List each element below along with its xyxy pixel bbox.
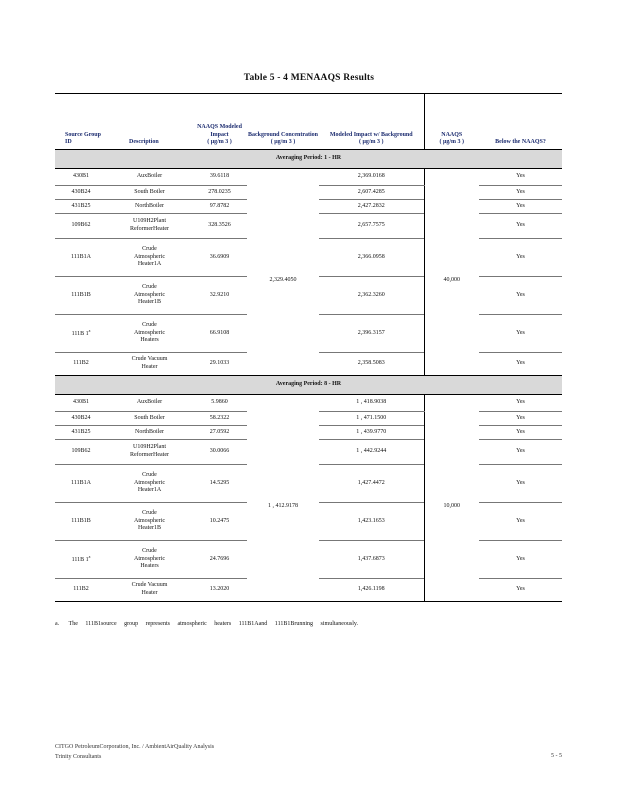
modeled-impact: 66.9108	[192, 315, 247, 353]
description-line: AuxBoiler	[136, 173, 163, 180]
footnote-marker: a.	[55, 621, 60, 627]
description-line: Atmospheric	[134, 517, 165, 524]
below-naaqs: Yes	[479, 315, 562, 353]
header-modeled-impact: NAAQS Modeled Impact ( μg/m 3 )	[197, 124, 242, 145]
source-id-text: 111B1B	[71, 291, 91, 298]
below-naaqs: Yes	[479, 353, 562, 376]
averaging-period-band	[55, 376, 562, 395]
below-naaqs: Yes	[479, 239, 562, 277]
modeled-impact: 30.0066	[192, 440, 247, 465]
source-group-id	[55, 186, 107, 200]
description-line: NorthBoiler	[135, 428, 164, 435]
source-group-id	[55, 440, 107, 465]
modeled-with-background: 1 , 471.1500	[319, 412, 424, 426]
modeled-with-background: 2,358.5083	[319, 353, 424, 376]
source-id-text: 430B1	[72, 173, 89, 180]
modeled-impact: 14.5295	[192, 465, 247, 503]
description-line: Heater	[141, 590, 158, 596]
modeled-with-background: 1 , 418.9038	[319, 395, 424, 412]
table-row	[55, 395, 562, 412]
results-body	[55, 150, 562, 602]
below-naaqs: Yes	[479, 277, 562, 315]
source-group-id	[55, 214, 107, 239]
below-naaqs: Yes	[479, 395, 562, 412]
below-naaqs: Yes	[479, 465, 562, 503]
description	[107, 186, 192, 200]
below-naaqs: Yes	[479, 579, 562, 602]
source-group-id	[55, 426, 107, 440]
description	[107, 440, 192, 465]
source-id-text: 430B24	[71, 188, 91, 195]
modeled-impact: 29.1033	[192, 353, 247, 376]
source-group-id	[55, 465, 107, 503]
description-line: Heater1A	[137, 487, 162, 494]
description-line: Heater1B	[138, 299, 161, 306]
description	[107, 315, 192, 353]
source-id-text: 431B25	[71, 202, 91, 209]
description-line: AuxBoiler	[136, 399, 163, 406]
source-group-id	[55, 239, 107, 277]
table-title: Table 5 - 4 MENAAQS Results	[243, 73, 375, 83]
source-id-text: 111B 1	[71, 556, 89, 563]
naaqs-value: 40,000	[424, 169, 479, 376]
modeled-with-background: 2,366.0958	[319, 239, 424, 277]
source-group-id	[55, 277, 107, 315]
modeled-with-background: 2,657.7575	[319, 214, 424, 239]
description-line: Crude	[142, 471, 157, 478]
description	[107, 200, 192, 214]
footer-line-2: Trinity Consultants	[55, 753, 102, 760]
description-line: South Boiler	[134, 414, 165, 421]
description-line: NorthBoiler	[135, 202, 164, 209]
header-source: Source Group ID	[65, 131, 101, 145]
source-group-id	[55, 579, 107, 602]
description	[107, 277, 192, 315]
footnote-ref: a	[88, 553, 91, 559]
description	[107, 395, 192, 412]
description-line: ReformerHeater	[130, 452, 169, 458]
modeled-with-background: 1,427.4472	[319, 465, 424, 503]
below-naaqs: Yes	[479, 541, 562, 579]
source-group-id	[55, 315, 107, 353]
description-line: Crude Vacuum	[131, 356, 168, 363]
description-line: Crude	[142, 547, 157, 554]
description	[107, 412, 192, 426]
below-naaqs: Yes	[479, 426, 562, 440]
source-id-text: 111B1A	[71, 479, 91, 486]
modeled-impact: 27.0592	[192, 426, 247, 440]
header-with-background: Modeled Impact w/ Background ( μg/m 3 )	[329, 131, 413, 145]
modeled-with-background: 1,423.1653	[319, 503, 424, 541]
description-line: Atmospheric	[134, 555, 165, 562]
description-line: U109H2Plant	[133, 444, 166, 451]
below-naaqs: Yes	[479, 440, 562, 465]
header-row	[55, 94, 562, 150]
source-group-id	[55, 503, 107, 541]
table-row	[55, 169, 562, 186]
below-naaqs: Yes	[479, 503, 562, 541]
footnote-text: The 111B1source group represents atmospheric heaters 111B1Aand 111B1Brunning simultaneously.	[68, 621, 358, 627]
background-concentration: 1 , 412.9178	[247, 395, 319, 602]
below-naaqs: Yes	[479, 186, 562, 200]
source-id-text: 430B1	[72, 399, 89, 406]
description-line: South Boiler	[134, 188, 165, 195]
below-naaqs: Yes	[479, 412, 562, 426]
source-id-text: 111B1B	[71, 517, 91, 524]
description-line: Atmospheric	[134, 253, 165, 260]
description-line: Crude Vacuum	[131, 582, 168, 589]
modeled-with-background: 2,427.2832	[319, 200, 424, 214]
modeled-with-background: 2,396.3157	[319, 315, 424, 353]
description-line: Heater	[141, 364, 158, 370]
description	[107, 353, 192, 376]
modeled-impact: 58.2322	[192, 412, 247, 426]
footnote	[55, 621, 360, 627]
source-id-text: 431B25	[71, 428, 91, 435]
footnote-ref: a	[88, 327, 91, 333]
below-naaqs: Yes	[479, 200, 562, 214]
results-table	[55, 93, 562, 602]
background-concentration: 2,329.4050	[247, 169, 319, 376]
header-naaqs: NAAQS ( μg/m 3 )	[424, 94, 479, 150]
source-id-text: 109B62	[71, 222, 91, 229]
source-group-id	[55, 200, 107, 214]
source-id-text: 111B 1	[71, 330, 89, 337]
description-line: Crude	[142, 245, 157, 252]
description-line: Crude	[142, 321, 157, 328]
description	[107, 214, 192, 239]
description-line: Atmospheric	[134, 479, 165, 486]
source-group-id	[55, 353, 107, 376]
description	[107, 465, 192, 503]
source-group-id	[55, 541, 107, 579]
source-id-text: 111B1A	[71, 253, 91, 260]
source-group-id	[55, 412, 107, 426]
averaging-period-band	[55, 150, 562, 169]
description-line: Atmospheric	[134, 329, 165, 336]
description	[107, 541, 192, 579]
modeled-impact: 36.6909	[192, 239, 247, 277]
modeled-impact: 24.7696	[192, 541, 247, 579]
description-line: Crude	[142, 283, 157, 290]
description	[107, 169, 192, 186]
source-group-id	[55, 169, 107, 186]
averaging-period-label: Averaging Period: 1 - HR	[55, 150, 562, 169]
source-id-text: 111B2	[73, 360, 89, 367]
source-id-text: 111B2	[73, 586, 89, 593]
description-line: Heaters	[140, 337, 159, 344]
source-id-text: 430B24	[71, 414, 91, 421]
description	[107, 503, 192, 541]
modeled-impact: 32.9210	[192, 277, 247, 315]
modeled-impact: 39.6118	[192, 169, 247, 186]
header-below-naaqs: Below the NAAQS?	[495, 138, 546, 145]
source-id-text: 109B62	[71, 448, 91, 455]
description-line: Heater1A	[137, 261, 162, 268]
description-line: Heaters	[140, 563, 159, 570]
modeled-impact: 10.2475	[192, 503, 247, 541]
footer-line-1: CITGO PetroleumCorporation, Inc. / AmbientAirQuality Analysis	[55, 744, 215, 750]
page-footer	[55, 743, 562, 762]
modeled-with-background: 2,369.0168	[319, 169, 424, 186]
modeled-impact: 5.9860	[192, 395, 247, 412]
description-line: Heater1B	[138, 525, 161, 532]
description-line: ReformerHeater	[130, 226, 169, 232]
description-line: Crude	[142, 509, 157, 516]
below-naaqs: Yes	[479, 214, 562, 239]
description	[107, 579, 192, 602]
modeled-impact: 278.0235	[192, 186, 247, 200]
description	[107, 426, 192, 440]
header-background: Background Concentration ( μg/m 3 )	[247, 131, 319, 145]
modeled-with-background: 1,437.6873	[319, 541, 424, 579]
modeled-impact: 13.2020	[192, 579, 247, 602]
naaqs-value: 10,000	[424, 395, 479, 602]
source-group-id	[55, 395, 107, 412]
modeled-with-background: 1,426.1198	[319, 579, 424, 602]
averaging-period-label: Averaging Period: 8 - HR	[55, 376, 562, 395]
modeled-impact: 328.3526	[192, 214, 247, 239]
header-description: Description	[129, 138, 159, 145]
description	[107, 239, 192, 277]
page-number: 5 - 5	[551, 753, 562, 759]
description-line: U109H2Plant	[133, 218, 166, 225]
modeled-with-background: 1 , 442.9244	[319, 440, 424, 465]
modeled-with-background: 2,607.4285	[319, 186, 424, 200]
modeled-with-background: 1 , 439.9770	[319, 426, 424, 440]
description-line: Atmospheric	[134, 291, 165, 298]
modeled-impact: 97.8782	[192, 200, 247, 214]
modeled-with-background: 2,362.3260	[319, 277, 424, 315]
below-naaqs: Yes	[479, 169, 562, 186]
